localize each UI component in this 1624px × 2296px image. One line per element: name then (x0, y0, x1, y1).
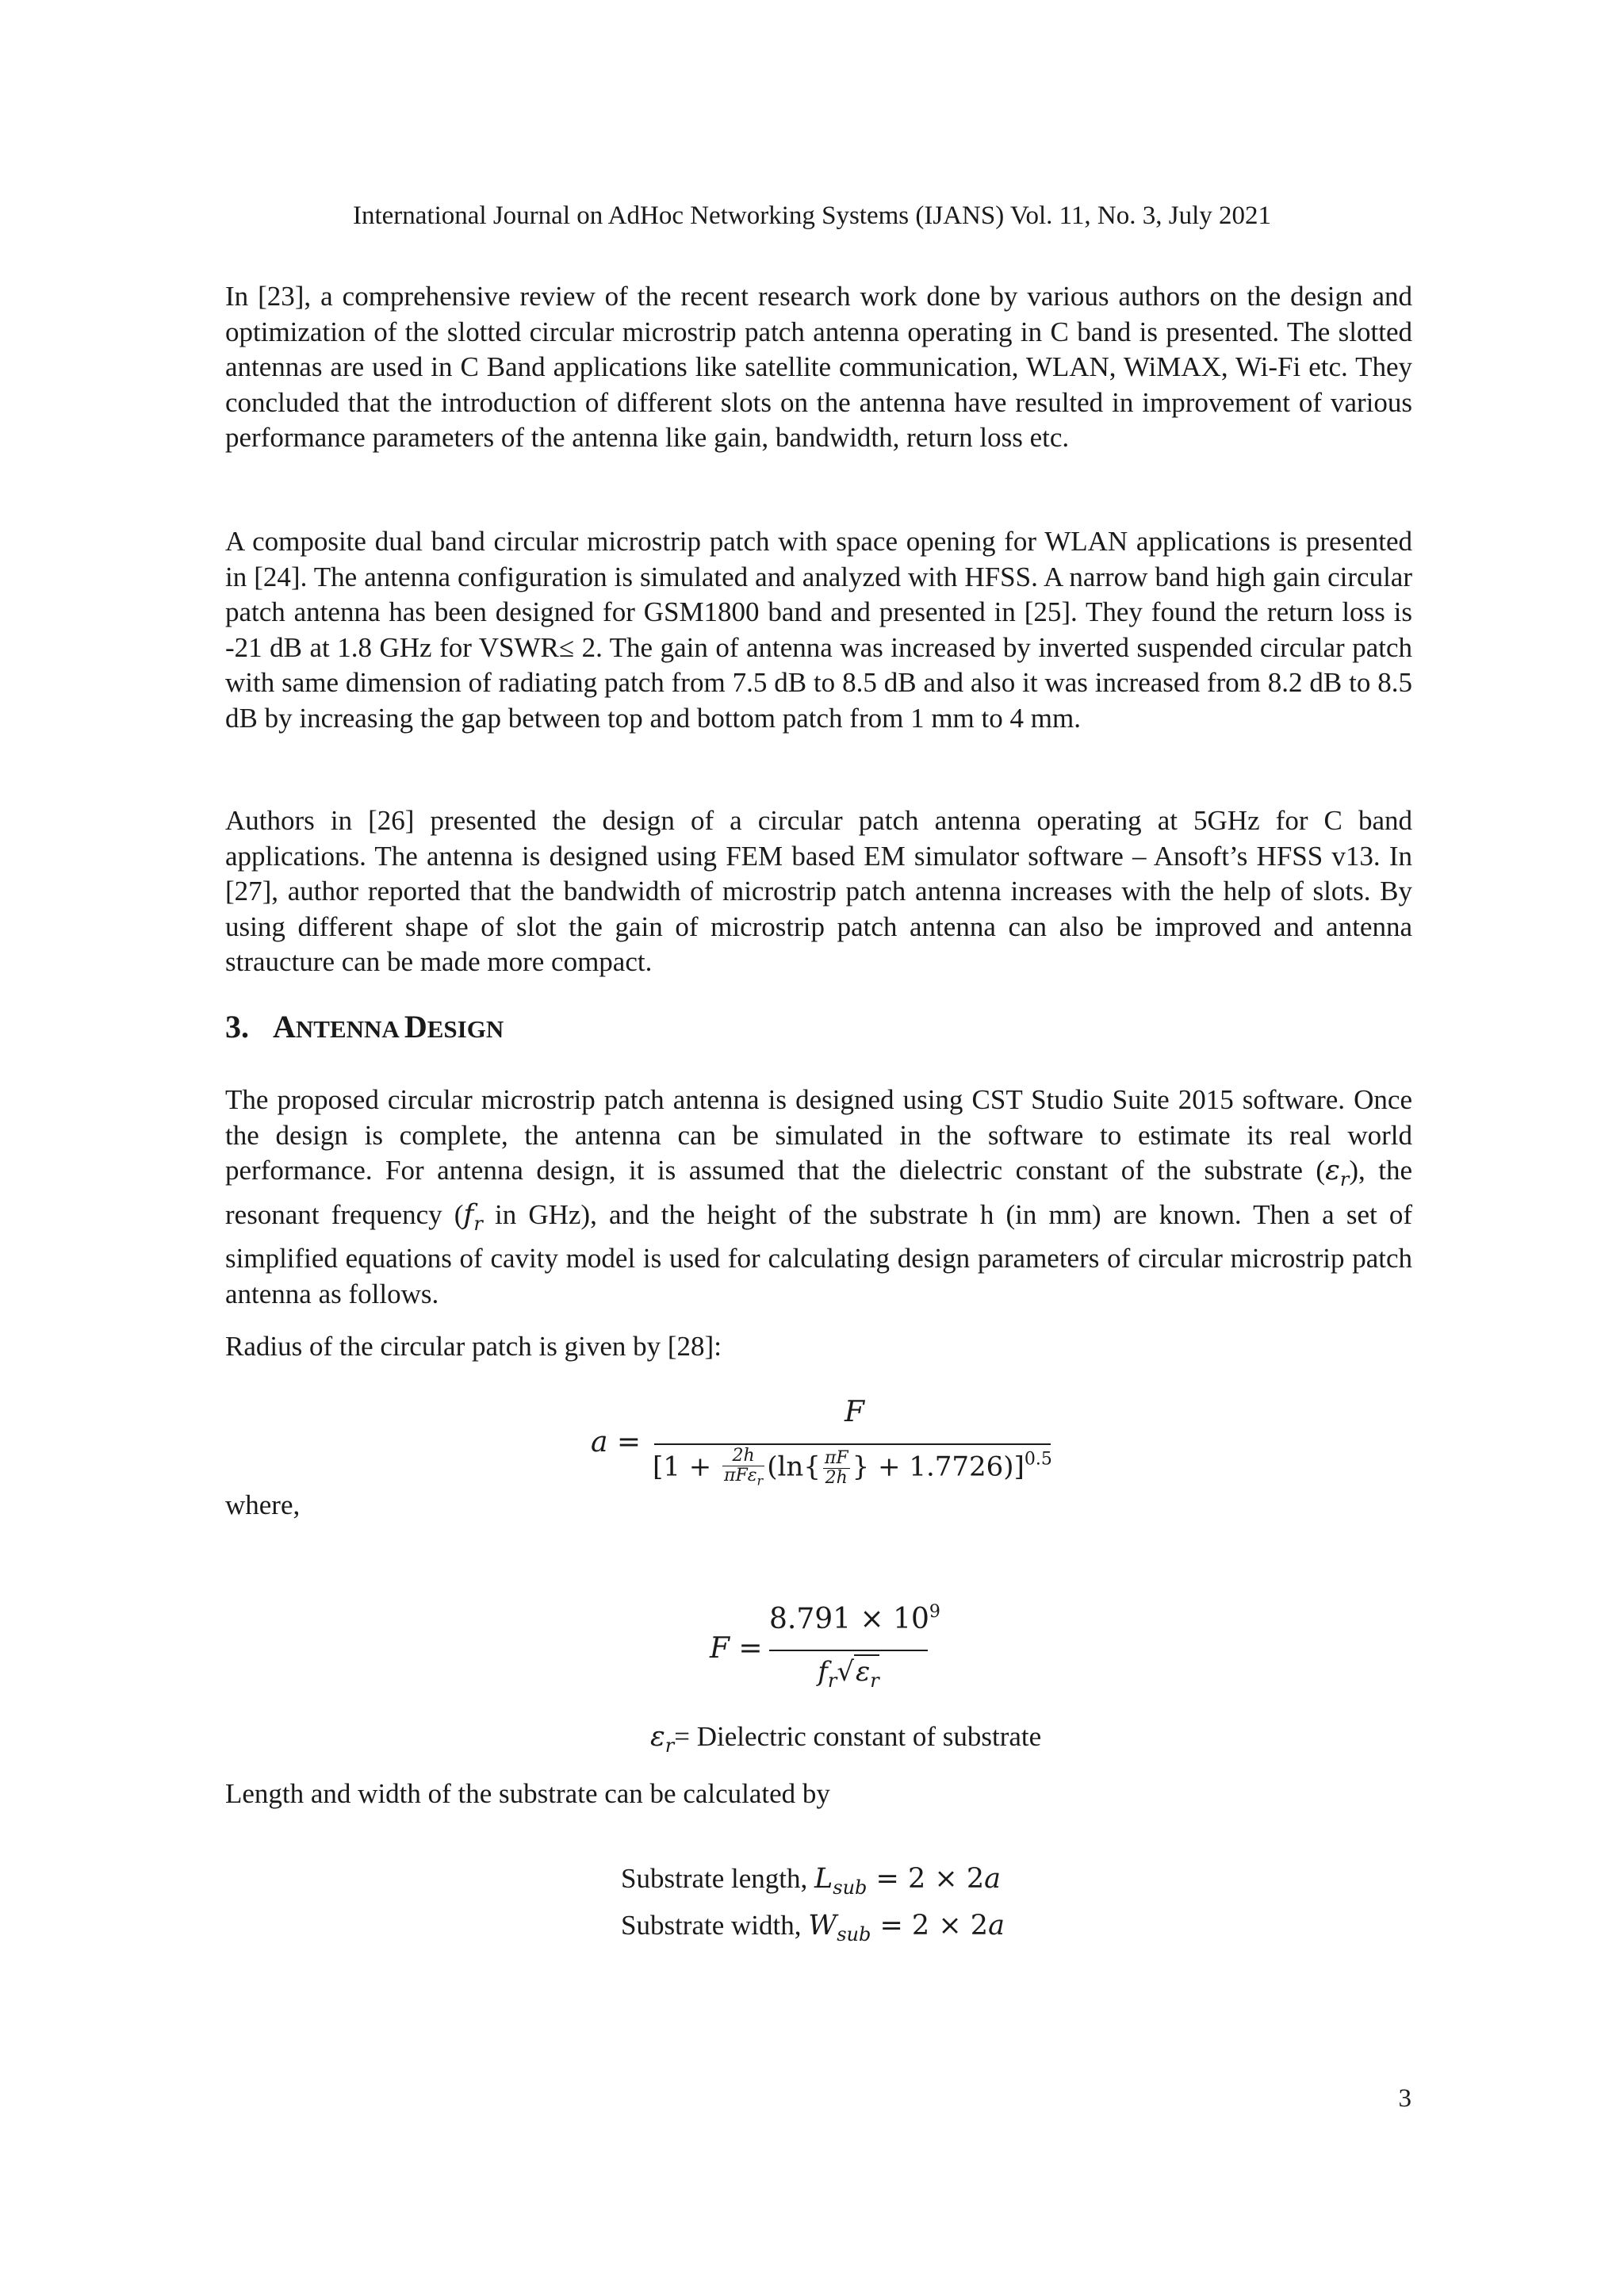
substrate-length-label: Substrate length, (621, 1863, 814, 1894)
equation-F-den-eps-sub: r (870, 1669, 879, 1692)
inline-fraction-2h-bottom-text: πFε (724, 1466, 757, 1485)
definition-symbol: ε (650, 1721, 665, 1753)
den-open: [1 + (653, 1451, 712, 1483)
sqrt-sign: √ (837, 1656, 854, 1688)
inline-fraction-piF-bottom: 2h (825, 1468, 848, 1489)
equation-radius-denominator (653, 1447, 1052, 1490)
equation-F-den-f: f (818, 1656, 828, 1688)
running-header: International Journal on AdHoc Networking Systems (IJANS) Vol. 11, No. 3, July 2021 (353, 201, 1271, 230)
substrate-width-var: a (988, 1910, 1005, 1941)
definition-text: = Dielectric constant of substrate (674, 1721, 1042, 1752)
paragraph-radius-intro: Radius of the circular patch is given by [28]: (225, 1331, 722, 1362)
inline-fraction-2h-top: 2h (722, 1447, 764, 1466)
epsilon-symbol: ε (1325, 1155, 1340, 1186)
equation-radius-fraction-bar (654, 1443, 1051, 1445)
definition-dielectric-constant (650, 1721, 1041, 1757)
equation-F-fraction-bar (769, 1650, 928, 1651)
paragraph-antenna-design-part-2: ), the resonant frequency ( (225, 1155, 1412, 1230)
paragraph-where: where, (225, 1489, 301, 1520)
substrate-width-label: Substrate width, (621, 1910, 809, 1941)
equation-F-lhs: F = (710, 1632, 763, 1665)
frequency-symbol: f (463, 1198, 474, 1231)
equation-F-numerator-text: 8.791 × 10 (769, 1603, 929, 1635)
section-number: 3. (225, 1009, 249, 1045)
den-close: } + 1.7726)] (852, 1451, 1025, 1483)
equation-F-den-f-sub: r (827, 1669, 837, 1692)
equation-radius-lhs: a = (591, 1426, 642, 1458)
section-title-letter-d: D (404, 1009, 427, 1045)
substrate-width-expr: = 2 × 2 (871, 1910, 989, 1941)
substrate-length-equation (621, 1860, 1005, 1907)
equation-F-denominator (769, 1654, 928, 1692)
inline-fraction-piF (823, 1449, 850, 1488)
paragraph-related-work-2: A composite dual band circular microstrip patch with space opening for WLAN applications is presented in [24]. The antenna configuration is simulated and analyzed with HFSS. A narrow band high gain circular patch antenna has been designed for GSM1800 band and presented in [25]. They found the return loss is -21 dB at 1.8 GHz for VSWR≤ 2. The gain of antenna was increased by inverted suspended circular patch with same dimension of radiating patch from 7.5 dB to 8.5 dB and also it was increased from 8.2 dB to 8.5 dB by increasing the gap between top and bottom patch from 1 mm to 4 mm. (225, 526, 1412, 734)
den-mid: (ln{ (767, 1451, 821, 1483)
sqrt-body (854, 1654, 879, 1692)
substrate-width-symbol: W (808, 1910, 837, 1941)
paragraph-related-work-3: Authors in [26] presented the design of a circular patch antenna operating at 5GHz for C band applications. The antenna is designed using FEM based EM simulator software – Ansoft’s HFSS v13. In [27], author reported that the bandwidth of microstrip patch antenna increases with the help of slots. By using different shape of slot the gain of microstrip patch antenna can also be improved and antenna straucture can be made more compact. (225, 805, 1412, 977)
substrate-length-var: a (984, 1863, 1001, 1895)
substrate-width-equation (621, 1907, 1005, 1953)
inline-fraction-2h (722, 1447, 764, 1490)
section-heading-antenna-design (225, 1007, 504, 1049)
equation-F (710, 1602, 948, 1705)
inline-fraction-2h-bottom (722, 1466, 764, 1490)
paragraph-antenna-design-part-1: The proposed circular microstrip patch antenna is designed using CST Studio Suite 2015 software. Once the design is complete, the antenna can be simulated in the software to estimate its real world performance. For antenna design, it is assumed that the dielectric constant of the substrate ( (225, 1084, 1412, 1186)
section-title-smallcaps-b: ESIGN (427, 1015, 504, 1043)
substrate-length-sub: sub (833, 1876, 868, 1899)
substrate-equations (621, 1860, 1005, 1953)
paragraph-substrate-intro: Length and width of the substrate can be calculated by (225, 1778, 830, 1809)
section-title-smallcaps-a: NTENNA (295, 1015, 404, 1043)
equation-F-exponent: 9 (929, 1602, 940, 1622)
paragraph-related-work-1: In [23], a comprehensive review of the recent research work done by various authors on the design and optimization of the slotted circular microstrip patch antenna operating in C band is presented. The slotted antennas are used in C Band applications like satellite communication, WLAN, WiMAX, Wi-Fi etc. They concluded that the introduction of different slots on the antenna have resulted in improvement of various performance parameters of the antenna like gain, bandwidth, return loss etc. (225, 281, 1412, 453)
section-title-letter-a: A (273, 1009, 296, 1045)
inline-fraction-2h-bottom-sub: r (756, 1473, 764, 1489)
equation-radius-numerator: F (845, 1396, 864, 1428)
inline-fraction-piF-top: πF (824, 1448, 848, 1469)
page-number: 3 (1398, 2084, 1411, 2113)
epsilon-subscript: r (1339, 1168, 1350, 1190)
substrate-width-sub: sub (837, 1923, 871, 1945)
equation-F-den-eps: ε (856, 1656, 871, 1688)
paragraph-antenna-design (225, 1083, 1412, 1312)
substrate-length-symbol: L (814, 1863, 833, 1895)
substrate-length-expr: = 2 × 2 (867, 1863, 985, 1895)
den-exponent: 0.5 (1024, 1449, 1052, 1470)
paragraph-antenna-design-part-3: in GHz), and the height of the substrate h (in mm) are known. Then a set of simplified equations of cavity model is used for calculating design parameters of circular microstrip patch antenna as follows. (225, 1198, 1413, 1309)
frequency-subscript: r (473, 1212, 483, 1235)
equation-F-numerator (769, 1602, 940, 1635)
definition-subscript: r (665, 1734, 675, 1757)
